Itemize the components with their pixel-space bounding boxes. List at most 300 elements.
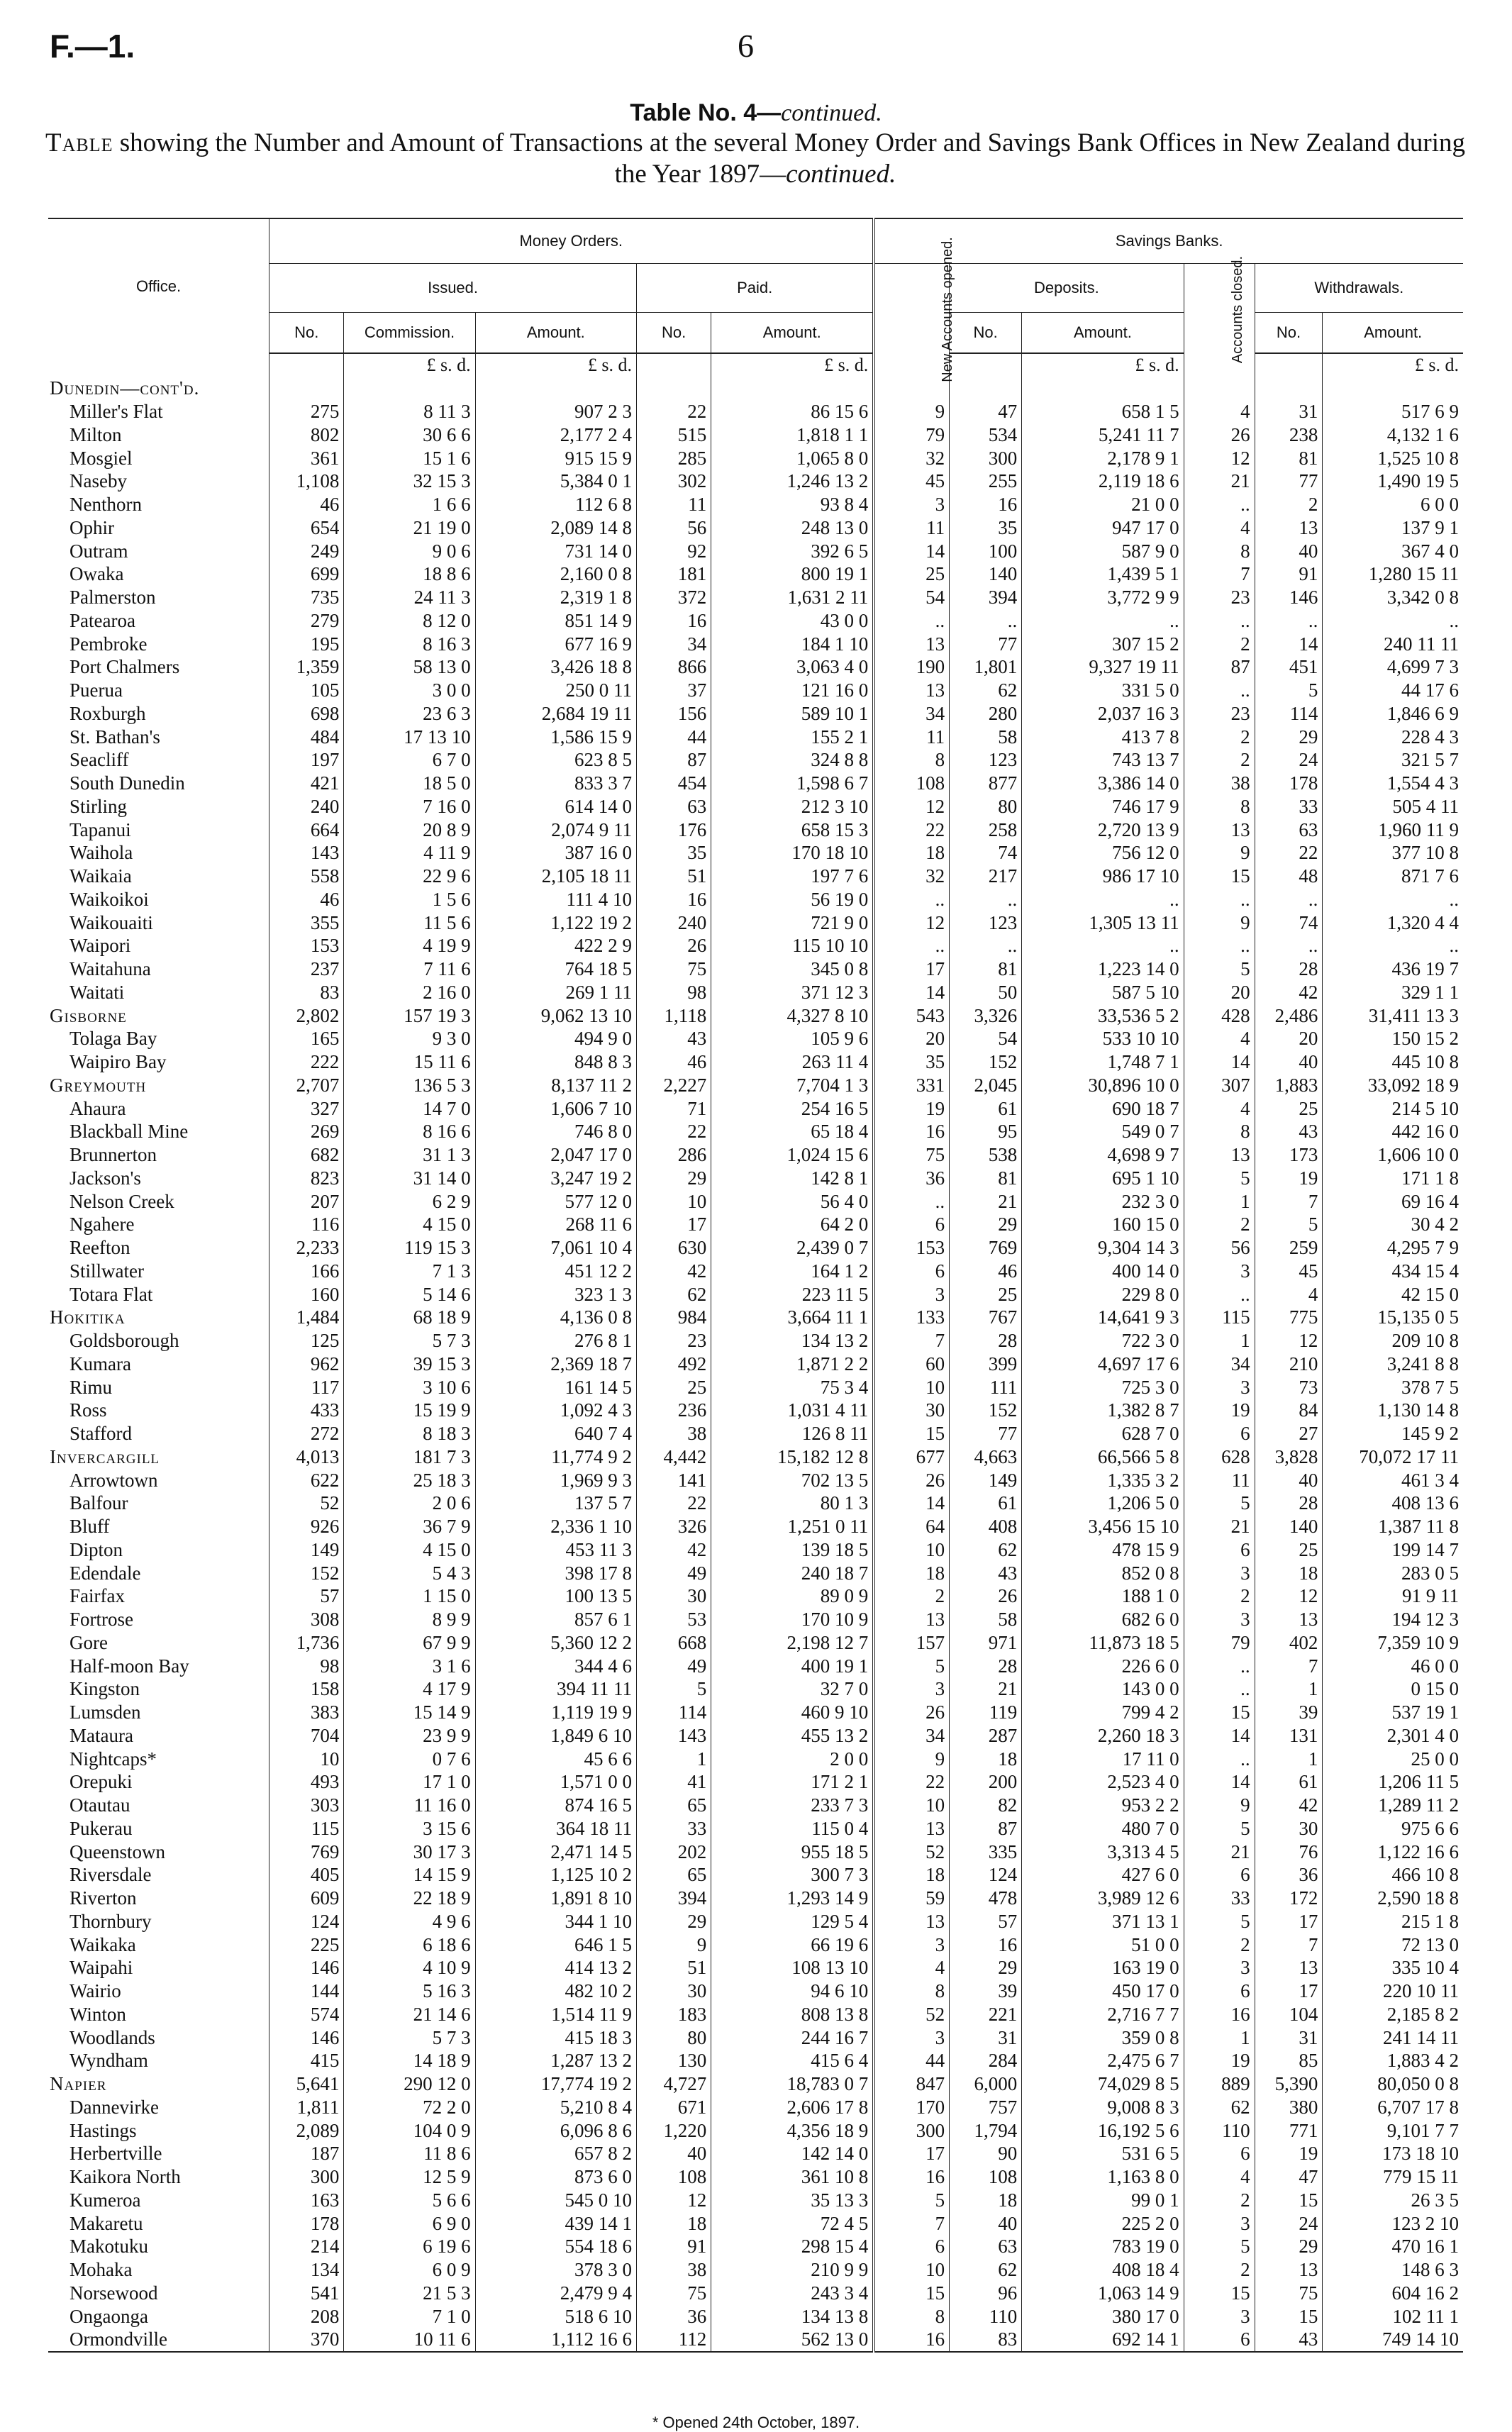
cell-value: 56	[1184, 1236, 1255, 1260]
table-row	[48, 1329, 1463, 1353]
table-row	[48, 888, 1463, 911]
office-name: Reefton	[70, 1237, 130, 1259]
cell-value: 2,486	[1255, 1004, 1323, 1027]
cell-value: 779 15 11	[1323, 2165, 1463, 2189]
office-name: Seacliff	[70, 749, 129, 771]
cell-value: 24 11 3	[344, 586, 475, 609]
cell-value: 99 0 1	[1022, 2189, 1184, 2212]
cell-value: 17	[1255, 1910, 1323, 1933]
deposits-amount-header: Amount.	[1022, 313, 1184, 354]
cell-value: 408	[950, 1515, 1022, 1538]
office-name: Pukerau	[70, 1817, 133, 1839]
cell-value: 13	[874, 632, 949, 655]
office-name: Kumara	[70, 1353, 131, 1375]
table-row	[48, 679, 1463, 702]
office-name: Hokitika	[50, 1306, 126, 1328]
office-name: Nelson Creek	[70, 1190, 174, 1212]
cell-value: 65	[637, 1863, 711, 1887]
cell-value: 7 16 0	[344, 795, 475, 818]
cell-value: 14 15 9	[344, 1863, 475, 1887]
cell-value: 229 8 0	[1022, 1282, 1184, 1306]
cell-value: 23	[1184, 702, 1255, 726]
cell-value: 3,426 18 8	[475, 655, 636, 679]
units-row	[48, 353, 1463, 377]
office-name: Waikoikoi	[70, 888, 149, 910]
cell-value: 15	[874, 1422, 949, 1445]
transactions-table	[48, 218, 1463, 2353]
cell-value: 335	[950, 1840, 1022, 1863]
cell-value: 380	[1255, 2096, 1323, 2119]
cell-value: 9,101 7 7	[1323, 2119, 1463, 2142]
office-name: Blackball Mine	[70, 1121, 189, 1143]
cell-value: 105	[269, 679, 344, 702]
subtitle-continued: continued.	[786, 160, 896, 189]
cell-value: 13	[1255, 1608, 1323, 1631]
cell-value: 802	[269, 423, 344, 447]
cell-value: 3 1 6	[344, 1654, 475, 1677]
cell-value: 248 13 0	[711, 516, 874, 540]
cell-value: 131	[1255, 1724, 1323, 1748]
cell-value: 1,818 1 1	[711, 423, 874, 447]
cell-value: 57	[269, 1584, 344, 1608]
cell-value: 163	[269, 2189, 344, 2212]
cell-value: 74	[950, 841, 1022, 865]
cell-value: 22 9 6	[344, 865, 475, 888]
cell-value: ..	[874, 609, 949, 633]
cell-value: 45	[874, 470, 949, 493]
office-name: Rimu	[70, 1376, 113, 1398]
cell-value: 1,359	[269, 655, 344, 679]
cell-value: 279	[269, 609, 344, 633]
table-row	[48, 2328, 1463, 2352]
cell-value: 35	[637, 841, 711, 865]
cell-value: 7	[1184, 562, 1255, 586]
office-name: Owaka	[70, 563, 124, 585]
cell-value: 5 14 6	[344, 1282, 475, 1306]
new-accounts-header: New Accounts opened.	[874, 264, 949, 354]
cell-value: 21	[1184, 1515, 1255, 1538]
cell-value: 1,112 16 6	[475, 2328, 636, 2352]
cell-value: 823	[269, 1167, 344, 1190]
cell-value: 589 10 1	[711, 702, 874, 726]
cell-value	[475, 377, 636, 400]
cell-value: 16	[950, 1933, 1022, 1956]
cell-value: 21	[1184, 470, 1255, 493]
table-row	[48, 725, 1463, 748]
cell-value: 2	[1255, 493, 1323, 516]
cell-value: 17	[637, 1213, 711, 1236]
cell-value: 531 6 5	[1022, 2142, 1184, 2165]
cell-value: 1,387 11 8	[1323, 1515, 1463, 1538]
cell-value: 26	[1184, 423, 1255, 447]
office-name: Tapanui	[70, 818, 131, 840]
cell-value: 146	[269, 2026, 344, 2049]
cell-value: 3	[1184, 2304, 1255, 2328]
cell-value: 769	[950, 1236, 1022, 1260]
cell-value: 137 9 1	[1323, 516, 1463, 540]
cell-value: 767	[950, 1306, 1022, 1329]
cell-value: ..	[1323, 609, 1463, 633]
cell-value: 209 10 8	[1323, 1329, 1463, 1353]
money-orders-header: Money Orders.	[269, 218, 874, 264]
cell-value	[269, 377, 344, 400]
table-row	[48, 2096, 1463, 2119]
cell-value: 26	[637, 934, 711, 957]
cell-value: 19	[1255, 2142, 1323, 2165]
cell-value: 20	[874, 1027, 949, 1050]
cell-value: 4 17 9	[344, 1677, 475, 1701]
cell-value: 1,514 11 9	[475, 2003, 636, 2026]
cell-value: 15 11 6	[344, 1050, 475, 1074]
table-row	[48, 1701, 1463, 1724]
cell-value: 100 13 5	[475, 1584, 636, 1608]
cell-value: 303	[269, 1794, 344, 1817]
cell-value: 695 1 10	[1022, 1167, 1184, 1190]
cell-value: 10	[874, 1794, 949, 1817]
cell-value: 42	[637, 1260, 711, 1283]
cell-value: 1,801	[950, 655, 1022, 679]
cell-value: 217	[950, 865, 1022, 888]
cell-value: 537 19 1	[1323, 1701, 1463, 1724]
office-name: Stillwater	[70, 1260, 144, 1282]
cell-value: 1,320 4 4	[1323, 911, 1463, 934]
cell-value: 241 14 11	[1323, 2026, 1463, 2049]
cell-value: 331 5 0	[1022, 679, 1184, 702]
cell-value: 4,698 9 7	[1022, 1143, 1184, 1167]
cell-value: 50	[950, 981, 1022, 1004]
office-name: South Dunedin	[70, 772, 185, 794]
office-name: Pembroke	[70, 633, 148, 655]
cell-value: 2,523 4 0	[1022, 1770, 1184, 1794]
cell-value: 17 1 0	[344, 1770, 475, 1794]
cell-value: 51 0 0	[1022, 1933, 1184, 1956]
cell-value: 54	[950, 1027, 1022, 1050]
cell-value: 873 6 0	[475, 2165, 636, 2189]
cell-value: 480 7 0	[1022, 1817, 1184, 1840]
cell-value: 1,891 8 10	[475, 1887, 636, 1910]
cell-value: 13	[1255, 516, 1323, 540]
cell-value: 129 5 4	[711, 1910, 874, 1933]
table-row	[48, 1515, 1463, 1538]
cell-value: 5	[1184, 957, 1255, 981]
cell-value: 64 2 0	[711, 1213, 874, 1236]
cell-value: 1,280 15 11	[1323, 562, 1463, 586]
cell-value: 671	[637, 2096, 711, 2119]
cell-value: 123	[950, 911, 1022, 934]
cell-value: 4	[1184, 1027, 1255, 1050]
cell-value: 355	[269, 911, 344, 934]
cell-value: 25	[1255, 1538, 1323, 1562]
cell-value: 171 1 8	[1323, 1167, 1463, 1190]
cell-value: 146	[269, 1956, 344, 1980]
cell-value: 11 16 0	[344, 1794, 475, 1817]
office-name: Thornbury	[70, 1910, 152, 1932]
cell-value: 72 4 5	[711, 2211, 874, 2235]
office-name: Mohaka	[70, 2259, 133, 2281]
cell-value: 1,960 11 9	[1323, 818, 1463, 841]
cell-value: 105 9 6	[711, 1027, 874, 1050]
table-row	[48, 865, 1463, 888]
cell-value: 3	[874, 1933, 949, 1956]
cell-value: 170	[874, 2096, 949, 2119]
cell-value: 104 0 9	[344, 2119, 475, 2142]
cell-value: 46	[269, 493, 344, 516]
cell-value: 378 7 5	[1323, 1375, 1463, 1399]
cell-value: 13	[874, 1817, 949, 1840]
cell-value: 433	[269, 1399, 344, 1422]
cell-value: 400 14 0	[1022, 1260, 1184, 1283]
cell-value: 16	[950, 493, 1022, 516]
cell-value: 7 1 0	[344, 2304, 475, 2328]
cell-value: 52	[874, 1840, 949, 1863]
office-name: Dannevirke	[70, 2096, 159, 2118]
cell-value: 2	[1184, 1584, 1255, 1608]
cell-value: 378 3 0	[475, 2258, 636, 2282]
cell-value: 62	[637, 1282, 711, 1306]
cell-value: ..	[1022, 609, 1184, 633]
cell-value: ..	[1184, 934, 1255, 957]
cell-value: 14	[874, 981, 949, 1004]
cell-value: 237	[269, 957, 344, 981]
cell-value: 254 16 5	[711, 1096, 874, 1120]
footnote: * Opened 24th October, 1897.	[652, 2414, 860, 2431]
cell-value: 5	[874, 1654, 949, 1677]
cell-value: 4	[1184, 1096, 1255, 1120]
cell-value: 604 16 2	[1323, 2282, 1463, 2305]
cell-value: 108	[637, 2165, 711, 2189]
table-row	[48, 1561, 1463, 1584]
office-name: Waipiro Bay	[70, 1051, 167, 1073]
cell-value: 70,072 17 11	[1323, 1445, 1463, 1469]
cell-value: 43	[637, 1027, 711, 1050]
cell-value: 3,456 15 10	[1022, 1515, 1184, 1538]
cell-value: 75	[1255, 2282, 1323, 2305]
cell-value: 258	[950, 818, 1022, 841]
cell-value: 18	[874, 1561, 949, 1584]
cell-value: 45	[1255, 1260, 1323, 1283]
cell-value: 200	[950, 1770, 1022, 1794]
office-name: Napier	[50, 2073, 107, 2095]
cell-value: 630	[637, 1236, 711, 1260]
cell-value: 11	[637, 493, 711, 516]
cell-value	[950, 377, 1022, 400]
office-name: Waikouaiti	[70, 911, 153, 933]
table-row	[48, 400, 1463, 423]
cell-value: 494 9 0	[475, 1027, 636, 1050]
cell-value: 345 0 8	[711, 957, 874, 981]
withdrawals-header: Withdrawals.	[1255, 264, 1463, 313]
cell-value: 286	[637, 1143, 711, 1167]
cell-value: ..	[1184, 493, 1255, 516]
cell-value: 3 15 6	[344, 1817, 475, 1840]
cell-value: 1,223 14 0	[1022, 957, 1184, 981]
office-name: Outram	[70, 540, 128, 562]
cell-value: 4	[1255, 1282, 1323, 1306]
cell-value: 5,210 8 4	[475, 2096, 636, 2119]
table-row	[48, 516, 1463, 540]
paid-no-header: No.	[637, 313, 711, 354]
office-name: Kumeroa	[70, 2189, 141, 2211]
cell-value: 153	[269, 934, 344, 957]
cell-value: 10	[269, 1747, 344, 1770]
cell-value: 61	[950, 1096, 1022, 1120]
office-name: Wyndham	[70, 2050, 148, 2072]
cell-value: 6 0 9	[344, 2258, 475, 2282]
cell-value: 6,000	[950, 2072, 1022, 2096]
cell-value: 5	[874, 2189, 949, 2212]
cell-value: 77	[950, 632, 1022, 655]
cell-value: 413 7 8	[1022, 725, 1184, 748]
cell-value: 6	[874, 1213, 949, 1236]
cell-value: 300	[950, 446, 1022, 470]
cell-value: 170 18 10	[711, 841, 874, 865]
cell-value: ..	[1255, 609, 1323, 633]
cell-value	[1255, 377, 1323, 400]
cell-value: 29	[1255, 2235, 1323, 2258]
table-row	[48, 1306, 1463, 1329]
cell-value: 87	[637, 748, 711, 772]
cell-value: 13	[1184, 1143, 1255, 1167]
office-name: Port Chalmers	[70, 656, 180, 678]
cell-value: 6 2 9	[344, 1189, 475, 1213]
cell-value: 4,442	[637, 1445, 711, 1469]
cell-value: 7,061 10 4	[475, 1236, 636, 1260]
cell-value: 4,013	[269, 1445, 344, 1469]
cell-value: 3	[874, 2026, 949, 2049]
table-row	[48, 934, 1463, 957]
cell-value: 1,525 10 8	[1323, 446, 1463, 470]
table-row	[48, 1213, 1463, 1236]
cell-value: 554 18 6	[475, 2235, 636, 2258]
issued-no-header: No.	[269, 313, 344, 354]
cell-value: 1,439 5 1	[1022, 562, 1184, 586]
cell-value: 161 14 5	[475, 1375, 636, 1399]
cell-value: 61	[950, 1492, 1022, 1515]
cell-value: 112 6 8	[475, 493, 636, 516]
cell-value: 377 10 8	[1323, 841, 1463, 865]
cell-value: 1,631 2 11	[711, 586, 874, 609]
cell-value: 23 9 9	[344, 1724, 475, 1748]
cell-value: 152	[269, 1561, 344, 1584]
cell-value: 33,536 5 2	[1022, 1004, 1184, 1027]
cell-value: 228 4 3	[1323, 725, 1463, 748]
cell-value: 392 6 5	[711, 539, 874, 562]
cell-value: 165	[269, 1027, 344, 1050]
withdrawals-amount-header: Amount.	[1323, 313, 1463, 354]
cell-value: 640 7 4	[475, 1422, 636, 1445]
cell-value: 1,846 6 9	[1323, 702, 1463, 726]
cell-value: 13	[1255, 2258, 1323, 2282]
cell-value: 222	[269, 1050, 344, 1074]
cell-value: 1,287 13 2	[475, 2049, 636, 2072]
cell-value: 140	[950, 562, 1022, 586]
cell-value: 8	[1184, 539, 1255, 562]
table-row	[48, 1468, 1463, 1492]
office-header: Office.	[48, 218, 269, 353]
office-name: Kingston	[70, 1678, 140, 1700]
cell-value: 2,336 1 10	[475, 1515, 636, 1538]
cell-value: 81	[950, 1167, 1022, 1190]
cell-value: 163 19 0	[1022, 1956, 1184, 1980]
cell-value: 142 8 1	[711, 1167, 874, 1190]
cell-value: 436 19 7	[1323, 957, 1463, 981]
deposits-header: Deposits.	[950, 264, 1184, 313]
cell-value: 98	[269, 1654, 344, 1677]
cell-value	[1022, 377, 1184, 400]
cell-value: 8	[1184, 795, 1255, 818]
cell-value: 646 1 5	[475, 1933, 636, 1956]
cell-value: 29	[637, 1910, 711, 1933]
cell-value: 8 9 9	[344, 1608, 475, 1631]
cell-value: 15	[1184, 865, 1255, 888]
cell-value: 25 0 0	[1323, 1747, 1463, 1770]
cell-value: ..	[1184, 1677, 1255, 1701]
cell-value: 8 11 3	[344, 400, 475, 423]
cell-value: 178	[269, 2211, 344, 2235]
cell-value: 415 6 4	[711, 2049, 874, 2072]
cell-value: 87	[1184, 655, 1255, 679]
cell-value: 1,736	[269, 1631, 344, 1655]
cell-value: 4,136 0 8	[475, 1306, 636, 1329]
table-row	[48, 1167, 1463, 1190]
cell-value: 32 15 3	[344, 470, 475, 493]
cell-value: 2	[1184, 1933, 1255, 1956]
cell-value: 1 15 0	[344, 1584, 475, 1608]
cell-value: 46	[950, 1260, 1022, 1283]
cell-value: 538	[950, 1143, 1022, 1167]
cell-value: 9,304 14 3	[1022, 1236, 1184, 1260]
cell-value: 18 5 0	[344, 772, 475, 795]
cell-value: 5 7 3	[344, 2026, 475, 2049]
cell-value: 91 9 11	[1323, 1584, 1463, 1608]
office-name: Roxburgh	[70, 702, 146, 724]
cell-value: ..	[1184, 888, 1255, 911]
cell-value: 361 10 8	[711, 2165, 874, 2189]
cell-value: 6 9 0	[344, 2211, 475, 2235]
cell-value: 2 0 6	[344, 1492, 475, 1515]
cell-value: 874 16 5	[475, 1794, 636, 1817]
cell-value: 32 7 0	[711, 1677, 874, 1701]
cell-value: 915 15 9	[475, 446, 636, 470]
cell-value: 422 2 9	[475, 934, 636, 957]
cell-value: 1,220	[637, 2119, 711, 2142]
cell-value: 562 13 0	[711, 2328, 874, 2352]
cell-value: 61	[1255, 1770, 1323, 1794]
cell-value: 4 15 0	[344, 1538, 475, 1562]
office-name: Tolaga Bay	[70, 1028, 157, 1050]
cell-value: 83	[269, 981, 344, 1004]
cell-value: 30	[637, 1584, 711, 1608]
cell-value: 387 16 0	[475, 841, 636, 865]
cell-value	[637, 377, 711, 400]
cell-value: 24	[1255, 2211, 1323, 2235]
cell-value: 31 14 0	[344, 1167, 475, 1190]
cell-value: 46	[269, 888, 344, 911]
cell-value: 415	[269, 2049, 344, 2072]
cell-value: 272	[269, 1422, 344, 1445]
cell-value: 400 19 1	[711, 1654, 874, 1677]
cell-value: 184 1 10	[711, 632, 874, 655]
cell-value: 505 4 11	[1323, 795, 1463, 818]
cell-value: 93 8 4	[711, 493, 874, 516]
cell-value: 111	[950, 1375, 1022, 1399]
cell-value: 18	[874, 1863, 949, 1887]
cell-value: 236	[637, 1399, 711, 1422]
cell-value: 67 9 9	[344, 1631, 475, 1655]
cell-value: 3	[1184, 1956, 1255, 1980]
cell-value: 2,684 19 11	[475, 702, 636, 726]
cell-value: 445 10 8	[1323, 1050, 1463, 1074]
